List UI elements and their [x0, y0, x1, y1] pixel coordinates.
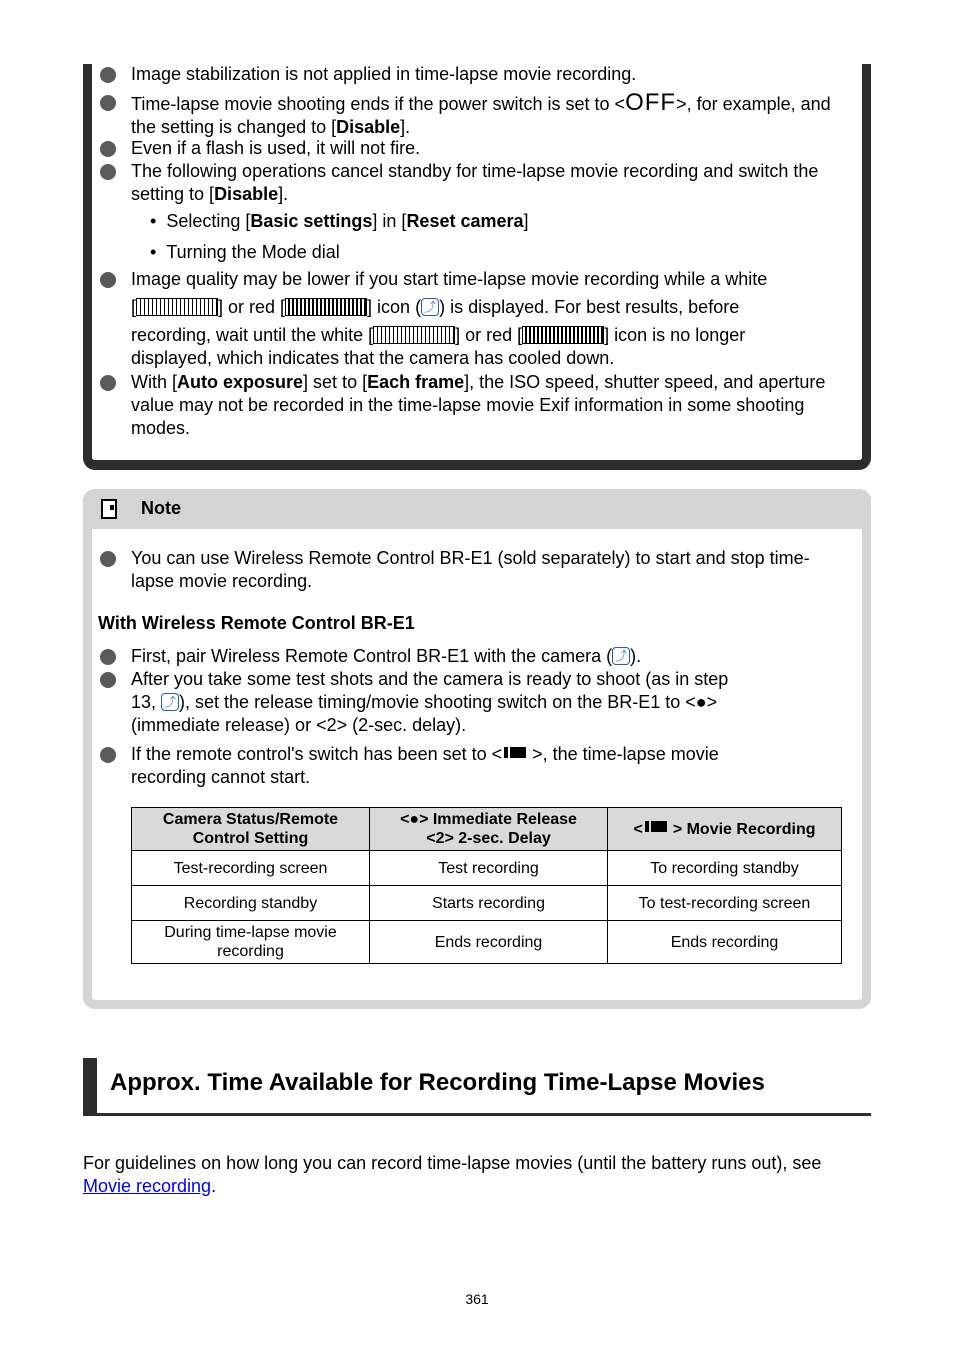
- section-heading-rule: [83, 1113, 871, 1116]
- table-row: [132, 851, 842, 886]
- movie-recording-link[interactable]: Movie recording: [83, 1176, 212, 1196]
- page-number: 361: [465, 1291, 489, 1307]
- note-bullet-3c: (immediate release) or <2> (2-sec. delay).: [131, 715, 467, 735]
- caution-bullet-1: Image stabilization is not applied in time-lapse movie recording.: [131, 64, 637, 84]
- table-cell: Recording standby: [132, 886, 370, 921]
- caution-bullet-2: Time-lapse movie shooting ends if the power switch is set to <OFF>, for example, and the setting is changed to [Disable].: [131, 89, 831, 137]
- table-cell: To recording standby: [608, 851, 842, 886]
- note-bullet-3a: After you take some test shots and the camera is ready to shoot (as in step: [131, 669, 729, 689]
- link-icon[interactable]: [161, 693, 179, 711]
- caution-bullet-6: With [Auto exposure] set to [Each frame], the ISO speed, shutter speed, and aperture value may not be recorded in the time-lapse movie Exif information in some shooting modes.: [131, 372, 826, 438]
- bullet-dot: [100, 672, 116, 688]
- link-icon[interactable]: [421, 298, 439, 316]
- table-header-cell: Camera Status/Remote Control Setting: [132, 808, 370, 851]
- table-cell: Starts recording: [370, 886, 608, 921]
- sub-item-2: • Turning the Mode dial: [150, 242, 340, 262]
- white-temperature-icon: [136, 298, 218, 316]
- movie-recording-icon: [502, 746, 532, 762]
- note-bullet-3b: 13, ⤴), set the release timing/movie shooting switch on the BR-E1 to <●>: [131, 691, 851, 714]
- remote-control-table: [131, 807, 842, 964]
- note-bullet-1: You can use Wireless Remote Control BR-E1 (sold separately) to start and stop time-lapse movie recording.: [131, 548, 810, 591]
- note-bullet-4b: recording cannot start.: [131, 767, 311, 787]
- section-heading-bar: [83, 1058, 97, 1114]
- table-header-cell: <●> Immediate Release <2> 2-sec. Delay: [370, 808, 608, 851]
- table-cell: To test-recording screen: [608, 886, 842, 921]
- caution-bullet-5d: displayed, which indicates that the camera has cooled down.: [131, 348, 615, 368]
- bullet-dot: [100, 141, 116, 157]
- note-bullet-2: First, pair Wireless Remote Control BR-E1 with the camera (⤴ ).: [131, 645, 851, 668]
- sub-item-1: • Selecting [Basic settings] in [Reset camera]: [150, 211, 529, 231]
- table-cell: Ends recording: [608, 921, 842, 964]
- caution-bullet-5b: [ ] or red [ ] icon (⤴ ) is displayed. For best results, before: [131, 296, 851, 319]
- note-title: Note: [141, 498, 181, 518]
- bullet-dot: [100, 747, 116, 763]
- note-subheading: With Wireless Remote Control BR-E1: [98, 613, 415, 633]
- bullet-dot: [100, 164, 116, 180]
- note-bullet-4a: If the remote control's switch has been set to < >, the time-lapse movie: [131, 744, 719, 764]
- note-icon: [101, 499, 117, 519]
- off-symbol: OFF: [625, 89, 677, 116]
- caution-bullet-5a: Image quality may be lower if you start time-lapse movie recording while a white: [131, 269, 768, 289]
- bullet-dot: [100, 95, 116, 111]
- section-heading: Approx. Time Available for Recording Time-Lapse Movies: [110, 1069, 765, 1096]
- bullet-dot: [100, 67, 116, 83]
- caution-bullet-5c: recording, wait until the white [ ] or red [ ] icon is no longer: [131, 325, 746, 345]
- red-temperature-icon: [522, 326, 604, 344]
- white-temperature-icon: [373, 326, 455, 344]
- caution-bullet-4: The following operations cancel standby for time-lapse movie recording and switch the setting to [Disable].: [131, 161, 819, 204]
- table-cell: Test recording: [370, 851, 608, 886]
- caution-bullet-3: Even if a flash is used, it will not fire.: [131, 138, 421, 158]
- red-temperature-icon: [285, 298, 367, 316]
- section-paragraph: For guidelines on how long you can record time-lapse movies (until the battery runs out), see Movie recording.: [83, 1153, 822, 1196]
- table-cell: Test-recording screen: [132, 851, 370, 886]
- link-icon[interactable]: [612, 647, 630, 665]
- table-header-row: [132, 808, 842, 851]
- table-cell: During time-lapse movie recording: [132, 921, 370, 964]
- note-header: [83, 489, 871, 529]
- table-header-cell: < > Movie Recording: [608, 808, 842, 851]
- bullet-dot: [100, 649, 116, 665]
- table-row: [132, 921, 842, 964]
- movie-recording-icon: [643, 820, 673, 836]
- table-cell: Ends recording: [370, 921, 608, 964]
- bullet-dot: [100, 551, 116, 567]
- table-row: [132, 886, 842, 921]
- bullet-dot: [100, 375, 116, 391]
- bullet-dot: [100, 272, 116, 288]
